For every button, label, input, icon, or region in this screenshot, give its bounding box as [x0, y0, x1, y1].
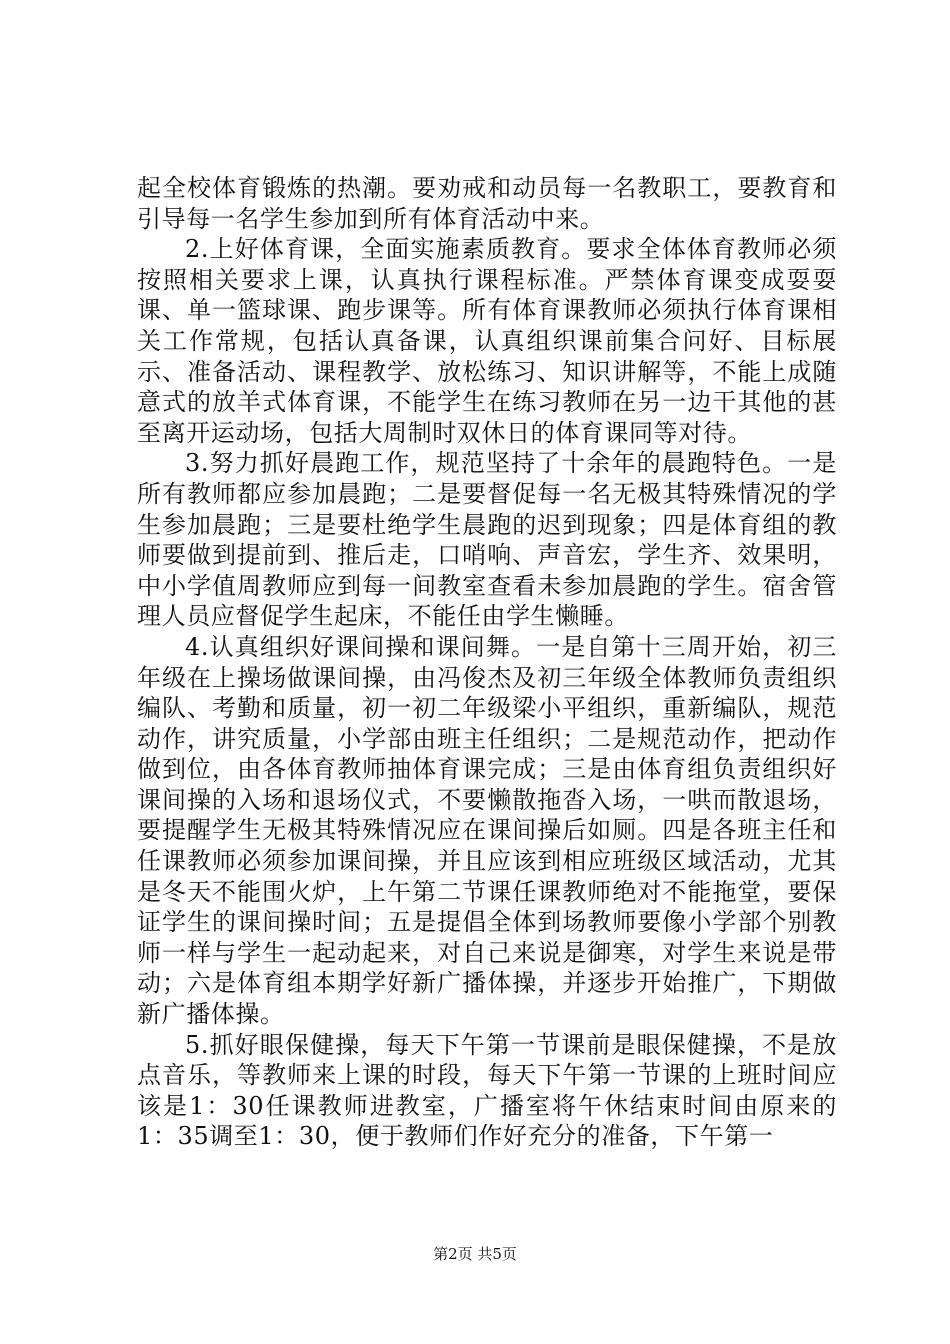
- page-number-footer: 第2页 共5页: [433, 1245, 517, 1263]
- paragraph-item-3: 3.努力抓好晨跑工作，规范坚持了十余年的晨跑特色。一是所有教师都应参加晨跑；二是要督促每一名无极其特殊情况的学生参加晨跑；三是要杜绝学生晨跑的迟到现象；四是体育组的教师要做到提前到、推后走，口哨响、声音宏，学生齐、效果明，中小学值周教师应到每一间教室查看未参加晨跑的学生。宿舍管理人员应督促学生起床，不能任由学生懒睡。: [137, 449, 837, 631]
- document-body: [137, 173, 837, 1152]
- paragraph-item-5: 5.抓好眼保健操，每天下午第一节课前是眼保健操，不是放点音乐，等教师来上课的时段，每天下午第一节课的上班时间应该是1：30任课教师进教室，广播室将午休结束时间由原来的1：35调至1：30，便于教师们作好充分的准备，下午第一: [137, 1030, 837, 1151]
- paragraph-item-2: 2.上好体育课，全面实施素质教育。要求全体体育教师必须按照相关要求上课，认真执行课程标准。严禁体育课变成耍耍课、单一篮球课、跑步课等。所有体育课教师必须执行体育课相关工作常规，包括认真备课，认真组织课前集合问好、目标展示、准备活动、课程教学、放松练习、知识讲解等，不能上成随意式的放羊式体育课，不能学生在练习教师在另一边干其他的甚至离开运动场，包括大周制时双休日的体育课同等对待。: [137, 235, 837, 447]
- paragraph-item-4: 4.认真组织好课间操和课间舞。一是自第十三周开始，初三年级在上操场做课间操，由冯俊杰及初三年级全体教师负责组织编队、考勤和质量，初一初二年级梁小平组织，重新编队，规范动作，讲究质量，小学部由班主任组织；二是规范动作，把动作做到位，由各体育教师抽体育课完成；三是由体育组负责组织好课间操的入场和退场仪式，不要懒散拖沓入场，一哄而散退场，要提醒学生无极其特殊情况应在课间操后如厕。四是各班主任和任课教师必须参加课间操，并且应该到相应班级区域活动，尤其是冬天不能围火炉，上午第二节课任课教师绝对不能拖堂，要保证学生的课间操时间；五是提倡全体到场教师要像小学部个别教师一样与学生一起动起来，对自己来说是御寒，对学生来说是带动；六是体育组本期学好新广播体操，并逐步开始推广，下期做新广播体操。: [137, 632, 837, 1029]
- paragraph-continuation: 起全校体育锻炼的热潮。要劝戒和动员每一名教职工，要教育和引导每一名学生参加到所有体育活动中来。: [137, 174, 837, 233]
